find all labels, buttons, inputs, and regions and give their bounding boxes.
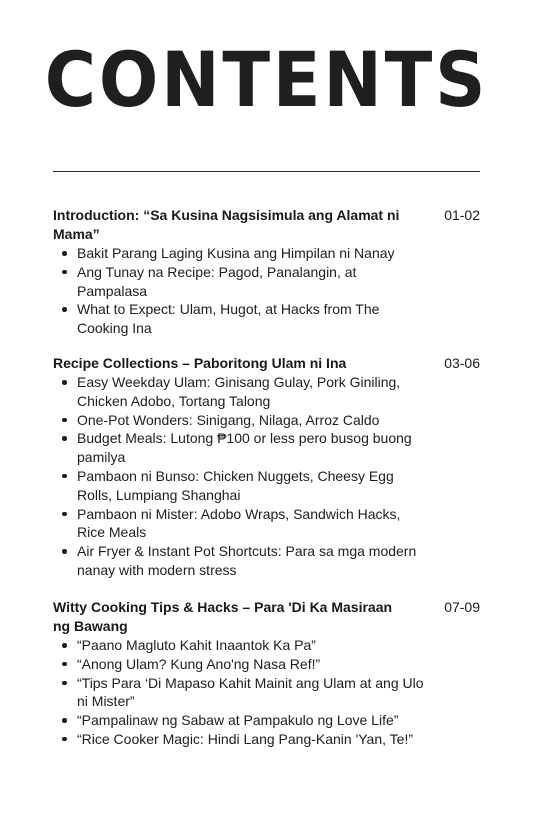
section-item-list xyxy=(53,373,480,580)
list-item: Budget Meals: Lutong ₱100 or less pero busog buong pamilya xyxy=(53,429,432,467)
list-item: Air Fryer & Instant Pot Shortcuts: Para sa mga modern nanay with modern stress xyxy=(53,542,432,580)
list-item: “Pampalinaw ng Sabaw at Pampakulo ng Love Life” xyxy=(53,711,429,730)
list-item: “Anong Ulam? Kung Ano'ng Nasa Ref!” xyxy=(53,655,429,674)
list-item: Bakit Parang Laging Kusina ang Himpilan ni Nanay xyxy=(53,244,429,263)
list-item: What to Expect: Ulam, Hugot, at Hacks from The Cooking Ina xyxy=(53,300,429,338)
toc-section-recipe-collections xyxy=(53,354,480,580)
section-heading xyxy=(53,354,480,373)
toc-section-introduction xyxy=(53,206,480,338)
toc-section-cooking-tips xyxy=(53,598,480,749)
section-item-list xyxy=(53,244,480,338)
section-heading xyxy=(53,598,480,636)
list-item: Easy Weekday Ulam: Ginisang Gulay, Pork Giniling, Chicken Adobo, Tortang Talong xyxy=(53,373,432,411)
section-heading xyxy=(53,206,480,244)
section-page-range: 03-06 xyxy=(444,355,480,371)
list-item: Ang Tunay na Recipe: Pagod, Panalangin, at Pampalasa xyxy=(53,263,429,301)
title-divider xyxy=(53,171,480,172)
list-item: “Tips Para ‘Di Mapaso Kahit Mainit ang Ulam at ang Ulo ni Mister” xyxy=(53,674,429,712)
page-title: CONTENTS xyxy=(44,35,489,124)
section-title: Introduction: “Sa Kusina Nagsisimula ang Alamat ni Mama” xyxy=(53,207,400,242)
list-item: “Rice Cooker Magic: Hindi Lang Pang-Kanin 'Yan, Te!” xyxy=(53,730,429,749)
section-title: Recipe Collections – Paboritong Ulam ni Ina xyxy=(53,355,347,371)
list-item: Pambaon ni Mister: Adobo Wraps, Sandwich Hacks, Rice Meals xyxy=(53,505,432,543)
section-page-range: 01-02 xyxy=(444,207,480,223)
section-title: Witty Cooking Tips & Hacks – Para 'Di Ka Masiraan ng Bawang xyxy=(53,599,393,634)
section-page-range: 07-09 xyxy=(444,599,480,615)
list-item: “Paano Magluto Kahit Inaantok Ka Pa” xyxy=(53,636,429,655)
list-item: One-Pot Wonders: Sinigang, Nilaga, Arroz Caldo xyxy=(53,411,432,430)
list-item: Pambaon ni Bunso: Chicken Nuggets, Cheesy Egg Rolls, Lumpiang Shanghai xyxy=(53,467,432,505)
section-item-list xyxy=(53,636,480,749)
